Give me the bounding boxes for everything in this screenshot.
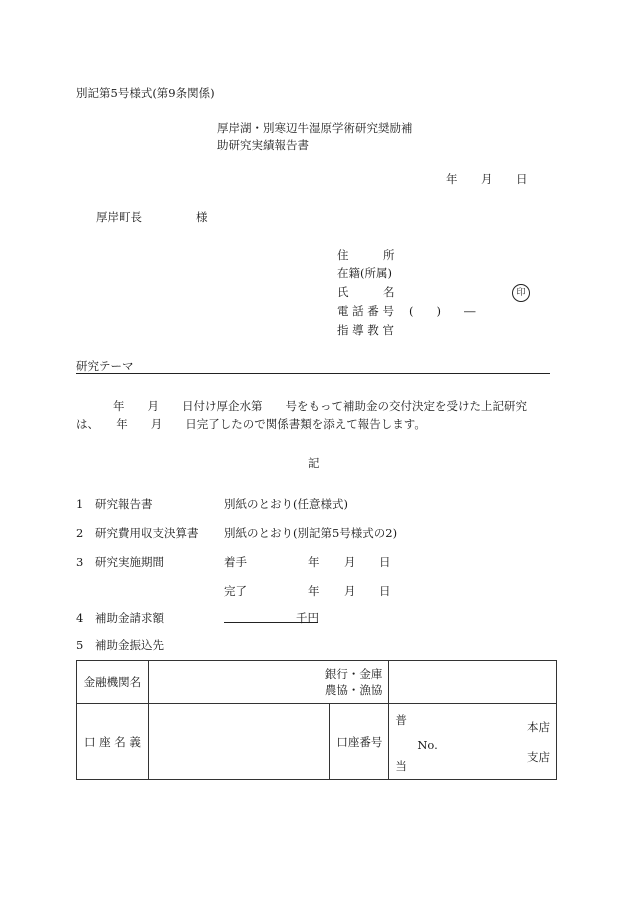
amount-unit: 千円 <box>296 611 319 625</box>
bank-types-2: 農協・漁協 <box>324 683 383 697</box>
item-4-num: 4 <box>76 611 84 625</box>
institution-label: 金融機関名 <box>77 661 149 704</box>
account-number-label: 口座番号 <box>330 704 389 780</box>
period-start-label: 着手 <box>224 555 247 569</box>
head-office-label: 本店 <box>527 720 550 734</box>
bank-types-1: 銀行・金庫 <box>324 667 383 681</box>
body-line-1: 年 月 日付け厚企水第 号をもって補助金の交付決定を受けた上記研究 <box>113 399 527 413</box>
item-2-num: 2 <box>76 526 84 540</box>
touza-label: 当 <box>395 759 407 773</box>
title-line-1: 厚岸湖・別寒辺牛湿原学術研究奨励補 <box>217 121 413 135</box>
item-1-label: 研究報告書 <box>95 497 153 511</box>
date-year: 年 <box>446 172 458 186</box>
futsu-label: 普 <box>395 713 407 727</box>
bank-table <box>76 660 557 780</box>
address-label: 住 所 <box>337 248 395 262</box>
period-start-month: 月 <box>344 555 356 569</box>
ki-heading: 記 <box>308 456 320 470</box>
period-end-month: 月 <box>344 584 356 598</box>
no-label: No. <box>417 738 438 752</box>
title-line-2: 助研究実績報告書 <box>217 138 309 152</box>
phone-label: 電 話 番 号 <box>337 304 394 318</box>
institution-blank[interactable] <box>389 661 557 704</box>
period-start-year: 年 <box>308 555 320 569</box>
item-1-value: 別紙のとおり(任意様式) <box>224 497 348 511</box>
body-line-2: は、 年 月 日完了したので関係書類を添えて報告します。 <box>76 417 426 431</box>
branch-label: 支店 <box>527 750 550 764</box>
period-end-label: 完了 <box>224 584 247 598</box>
date-day: 日 <box>516 172 528 186</box>
institution-field[interactable] <box>148 661 389 704</box>
item-5-num: 5 <box>76 638 84 652</box>
account-name-field[interactable] <box>148 704 330 780</box>
item-3-num: 3 <box>76 555 84 569</box>
phone-format: ( ) ― <box>409 304 476 318</box>
account-name-label: 口 座 名 義 <box>77 704 149 780</box>
theme-label: 研究テーマ <box>76 359 134 373</box>
account-number-field[interactable] <box>389 704 557 780</box>
name-label: 氏 名 <box>337 285 395 299</box>
affiliation-label: 在籍(所属) <box>337 266 392 280</box>
period-start-day: 日 <box>379 555 391 569</box>
item-2-label: 研究費用収支決算書 <box>95 526 199 540</box>
addressee-honorific: 様 <box>196 210 208 224</box>
addressee-name: 厚岸町長 <box>96 210 142 224</box>
item-2-value: 別紙のとおり(別記第5号様式の2) <box>224 526 398 540</box>
seal-mark: 印 <box>512 284 530 302</box>
date-month: 月 <box>481 172 493 186</box>
item-4-label: 補助金請求額 <box>95 611 164 625</box>
item-3-label: 研究実施期間 <box>95 555 164 569</box>
form-label: 別記第5号様式(第9条関係) <box>76 86 215 100</box>
advisor-label: 指 導 教 官 <box>337 323 394 337</box>
period-end-year: 年 <box>308 584 320 598</box>
period-end-day: 日 <box>379 584 391 598</box>
item-5-label: 補助金振込先 <box>95 638 164 652</box>
item-1-num: 1 <box>76 497 84 511</box>
theme-underline[interactable] <box>76 373 550 374</box>
